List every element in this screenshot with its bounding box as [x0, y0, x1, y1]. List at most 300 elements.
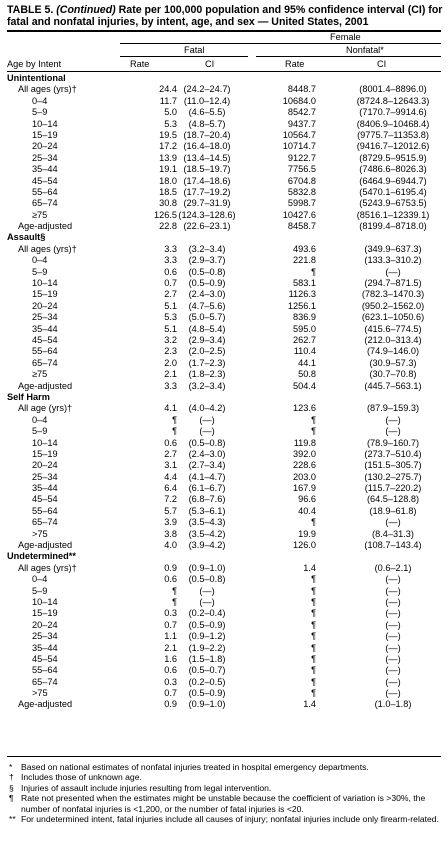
fatal-ci-cell: (1.5–1.8) [188, 653, 226, 664]
nonfatal-ci-cell: (—) [385, 426, 401, 437]
table-row [7, 176, 441, 187]
nonfatal-rate-cell: ¶ [311, 631, 316, 642]
nonfatal-rate-cell: ¶ [311, 414, 316, 425]
age-cell: Age-adjusted [18, 699, 73, 710]
nonfatal-ci-cell: (151.5–305.7) [364, 460, 422, 471]
table-row [7, 187, 441, 198]
nonfatal-ci-cell: (87.9–159.3) [366, 403, 420, 414]
nonfatal-ci-cell: (349.9–637.3) [364, 243, 422, 254]
nonfatal-rate-cell: 8448.7 [287, 84, 316, 95]
fatal-rate-cell: 1.6 [164, 653, 177, 664]
age-cell: 20–24 [32, 300, 58, 311]
age-cell: 20–24 [32, 141, 58, 152]
nonfatal-ci-cell: (74.9–146.0) [366, 346, 420, 357]
age-cell: Age-adjusted [18, 221, 73, 232]
nonfatal-rate-cell: 221.8 [293, 255, 316, 266]
nonfatal-ci-cell: (8516.1–12339.1) [356, 209, 430, 220]
table-row [7, 381, 441, 392]
age-cell: 20–24 [32, 460, 58, 471]
fatal-rate-cell: 17.2 [159, 141, 177, 152]
table-row [7, 210, 441, 221]
fatal-rate-cell: 2.7 [164, 448, 177, 459]
nonfatal-ci-cell: (108.7–143.4) [364, 540, 422, 551]
section-heading [7, 551, 441, 562]
fatal-rate-cell: 5.1 [164, 300, 177, 311]
nonfatal-rate-cell: 1.4 [303, 562, 316, 573]
age-cell: 55–64 [32, 665, 58, 676]
fatal-ci-cell: (0.9–1.2) [188, 631, 226, 642]
table-row [7, 494, 441, 505]
age-cell: >75 [32, 528, 48, 539]
nonfatal-ci-cell: (8729.5–9515.9) [359, 152, 427, 163]
nonfatal-rate-cell: ¶ [311, 665, 316, 676]
nonfatal-rate-cell: 10714.7 [282, 141, 316, 152]
fatal-ci-cell: (0.9–1.0) [188, 562, 226, 573]
age-cell: 65–74 [32, 517, 58, 528]
fatal-ci-cell: (2.9–3.4) [188, 334, 226, 345]
nonfatal-rate-cell: ¶ [311, 266, 316, 277]
age-cell: 10–14 [32, 437, 58, 448]
nonfatal-rate-cell: 96.6 [298, 494, 316, 505]
age-cell: 25–34 [32, 312, 58, 323]
nonfatal-rate-cell: 6704.8 [287, 175, 316, 186]
nonfatal-rate-cell: ¶ [311, 608, 316, 619]
age-cell: Age-adjusted [18, 380, 73, 391]
nonfatal-ci-cell: (—) [385, 414, 401, 425]
nonfatal-ci-cell: (623.1–1050.6) [361, 312, 425, 323]
nonfatal-rate-cell: 119.8 [293, 437, 316, 448]
age-cell: 15–19 [32, 448, 58, 459]
nonfatal-rate-cell: 8542.7 [287, 107, 316, 118]
fatal-ci-cell: (17.7–19.2) [183, 186, 231, 197]
fatal-rate-cell: 0.7 [164, 688, 177, 699]
nonfatal-rate-cell: 9437.7 [287, 118, 316, 129]
nonfatal-rate-cell: 5998.7 [287, 198, 316, 209]
fatal-rate-cell: 0.6 [164, 266, 177, 277]
table-row [7, 654, 441, 665]
header-nonfatal-rate: Rate [285, 59, 305, 69]
nonfatal-rate-cell: 5832.8 [287, 186, 316, 197]
table-row [7, 643, 441, 654]
fatal-rate-cell: 2.1 [164, 642, 177, 653]
footnote-text: For undetermined intent, fatal injuries include all causes of injury; nonfatal injuries include only firearm-related. [21, 814, 439, 825]
footnotes [7, 762, 443, 824]
nonfatal-ci-cell: (130.2–275.7) [364, 471, 422, 482]
fatal-rate-cell: 0.9 [164, 699, 177, 710]
age-cell: 0–4 [32, 414, 48, 425]
footnote [7, 793, 443, 814]
age-cell: 0–4 [32, 255, 48, 266]
age-cell: All ages (yrs)† [18, 84, 77, 95]
nonfatal-rate-cell: 1256.1 [287, 300, 316, 311]
fatal-ci-cell: (16.4–18.0) [183, 141, 231, 152]
nonfatal-ci-cell: (—) [385, 676, 401, 687]
age-cell: 0–4 [32, 574, 48, 585]
nonfatal-ci-cell: (—) [385, 585, 401, 596]
fatal-rate-cell: 3.3 [164, 380, 177, 391]
nonfatal-rate-cell: 493.6 [293, 243, 316, 254]
nonfatal-ci-cell: (212.0–313.4) [364, 334, 422, 345]
footnote-text: Based on national estimates of nonfatal injuries treated in hospital emergency departments. [21, 762, 369, 772]
table-bottom-rule [7, 756, 441, 757]
section-label: Undetermined** [7, 551, 76, 562]
fatal-rate-cell: 22.8 [159, 221, 177, 232]
footnote-text: Injuries of assault include injuries resulting from legal intervention. [21, 782, 272, 793]
fatal-ci-cell: (0.5–0.7) [188, 665, 226, 676]
table-row [7, 483, 441, 494]
fatal-rate-cell: 2.3 [164, 346, 177, 357]
age-cell: 35–44 [32, 642, 58, 653]
nonfatal-ci-cell: (1.0–1.8) [374, 699, 412, 710]
fatal-rate-cell: 3.8 [164, 528, 177, 539]
nonfatal-ci-cell: (7170.7–9914.6) [359, 107, 427, 118]
nonfatal-rate-cell: 126.0 [293, 540, 316, 551]
header-sex: Female [330, 32, 361, 42]
age-cell: 55–64 [32, 346, 58, 357]
nonfatal-ci-cell: (—) [385, 619, 401, 630]
age-cell: All age (yrs)† [18, 403, 73, 414]
fatal-ci-cell: (18.5–19.7) [183, 164, 231, 175]
fatal-rate-cell: 7.2 [164, 494, 177, 505]
fatal-rule [120, 56, 248, 57]
nonfatal-ci-cell: (294.7–871.5) [364, 278, 422, 289]
age-cell: 65–74 [32, 198, 58, 209]
table-continued: (Continued) [56, 4, 116, 16]
nonfatal-ci-cell: (30.9–57.3) [369, 357, 417, 368]
fatal-ci-cell: (—) [199, 426, 215, 437]
fatal-rate-cell: 4.1 [164, 403, 177, 414]
age-cell: 45–54 [32, 175, 58, 186]
table-row [7, 415, 441, 426]
nonfatal-ci-cell: (273.7–510.4) [364, 448, 422, 459]
fatal-ci-cell: (4.0–4.2) [188, 403, 226, 414]
nonfatal-rate-cell: 9122.7 [287, 152, 316, 163]
table-row [7, 312, 441, 323]
nonfatal-rate-cell: ¶ [311, 596, 316, 607]
fatal-rate-cell: 5.1 [164, 323, 177, 334]
fatal-rate-cell: 3.9 [164, 517, 177, 528]
table-row [7, 255, 441, 266]
nonfatal-rate-cell: ¶ [311, 517, 316, 528]
fatal-rate-cell: 0.3 [164, 608, 177, 619]
age-cell: 5–9 [32, 266, 48, 277]
fatal-ci-cell: (2.9–3.7) [188, 255, 226, 266]
header-bottom-rule [7, 71, 441, 72]
nonfatal-rate-cell: ¶ [311, 653, 316, 664]
nonfatal-ci-cell: (8.4–31.3) [372, 528, 414, 539]
table-row [7, 96, 441, 107]
fatal-rate-cell: 3.1 [164, 460, 177, 471]
nonfatal-ci-cell: (—) [385, 665, 401, 676]
fatal-rate-cell: 13.9 [159, 152, 177, 163]
fatal-ci-cell: (6.1–6.7) [188, 483, 226, 494]
table-row [7, 130, 441, 141]
age-cell: 5–9 [32, 107, 48, 118]
age-cell: ≥75 [32, 209, 48, 220]
nonfatal-rate-cell: 262.7 [293, 334, 316, 345]
fatal-ci-cell: (—) [199, 414, 215, 425]
nonfatal-ci-cell: (30.7–70.8) [369, 369, 417, 380]
header-fatal: Fatal [184, 45, 205, 55]
nonfatal-ci-cell: (950.2–1562.0) [361, 300, 425, 311]
table-row [7, 563, 441, 574]
age-cell: All ages (yrs)† [18, 243, 77, 254]
fatal-rate-cell: 3.2 [164, 334, 177, 345]
nonfatal-rate-cell: ¶ [311, 585, 316, 596]
table-row [7, 403, 441, 414]
age-cell: 35–44 [32, 164, 58, 175]
age-cell: 20–24 [32, 619, 58, 630]
header-fatal-rate: Rate [130, 59, 150, 69]
fatal-ci-cell: (0.5–0.9) [188, 278, 226, 289]
nonfatal-rate-cell: 392.0 [293, 448, 316, 459]
fatal-ci-cell: (0.5–0.8) [188, 574, 226, 585]
nonfatal-ci-cell: (8724.8–12643.3) [356, 95, 430, 106]
fatal-ci-cell: (13.4–14.5) [183, 152, 231, 163]
nonfatal-rate-cell: 7756.5 [287, 164, 316, 175]
nonfatal-rate-cell: 836.9 [293, 312, 316, 323]
nonfatal-rate-cell: 123.6 [293, 403, 316, 414]
fatal-ci-cell: (5.0–5.7) [188, 312, 226, 323]
nonfatal-ci-cell: (—) [385, 688, 401, 699]
fatal-ci-cell: (0.5–0.9) [188, 619, 226, 630]
fatal-rate-cell: 19.1 [159, 164, 177, 175]
sex-rule [120, 43, 441, 44]
table-row [7, 267, 441, 278]
fatal-ci-cell: (0.2–0.4) [188, 608, 226, 619]
fatal-ci-cell: (29.7–31.9) [183, 198, 231, 209]
nonfatal-rate-cell: 50.8 [298, 369, 316, 380]
fatal-ci-cell: (3.2–3.4) [188, 243, 226, 254]
nonfatal-rate-cell: ¶ [311, 574, 316, 585]
nonfatal-ci-cell: (—) [385, 574, 401, 585]
fatal-rate-cell: 4.0 [164, 540, 177, 551]
footnote-mark: § [9, 782, 14, 793]
fatal-ci-cell: (0.5–0.8) [188, 266, 226, 277]
fatal-ci-cell: (1.7–2.3) [188, 357, 226, 368]
table-row [7, 517, 441, 528]
age-cell: 35–44 [32, 483, 58, 494]
fatal-rate-cell: 19.5 [159, 129, 177, 140]
fatal-ci-cell: (1.9–2.2) [188, 642, 226, 653]
table-row [7, 244, 441, 255]
fatal-rate-cell: ¶ [172, 596, 177, 607]
nonfatal-ci-cell: (—) [385, 653, 401, 664]
nonfatal-rate-cell: 228.6 [293, 460, 316, 471]
header-nonfatal-ci: CI [377, 59, 387, 69]
nonfatal-ci-cell: (9775.7–11353.8) [357, 129, 429, 140]
footnote [7, 772, 443, 782]
fatal-ci-cell: (11.0–12.4) [183, 95, 231, 106]
age-cell: 15–19 [32, 289, 58, 300]
nonfatal-rate-cell: 10564.7 [282, 129, 316, 140]
nonfatal-ci-cell: (8199.4–8718.0) [359, 221, 427, 232]
table-row [7, 164, 441, 175]
age-cell: 15–19 [32, 608, 58, 619]
fatal-ci-cell: (0.5–0.9) [188, 688, 226, 699]
fatal-rate-cell: 0.6 [164, 574, 177, 585]
fatal-ci-cell: (1.8–2.3) [188, 369, 226, 380]
nonfatal-ci-cell: (—) [385, 517, 401, 528]
age-cell: 45–54 [32, 494, 58, 505]
footnote [7, 814, 443, 824]
nonfatal-ci-cell: (6464.9–6944.7) [359, 175, 427, 186]
table-row [7, 289, 441, 300]
header-age-by-intent: Age by Intent [7, 59, 62, 69]
fatal-rate-cell: 2.0 [164, 357, 177, 368]
nonfatal-rate-cell: 40.4 [298, 505, 316, 516]
age-cell: 25–34 [32, 631, 58, 642]
fatal-ci-cell: (4.1–4.7) [188, 471, 226, 482]
nonfatal-ci-cell: (9416.7–12012.6) [356, 141, 430, 152]
age-cell: 25–34 [32, 471, 58, 482]
footnote-mark: * [9, 762, 13, 772]
fatal-rate-cell: 126.5 [154, 209, 177, 220]
age-cell: 0–4 [32, 95, 48, 106]
table-row [7, 153, 441, 164]
fatal-rate-cell: 0.7 [164, 278, 177, 289]
fatal-rate-cell: ¶ [172, 414, 177, 425]
nonfatal-rate-cell: 583.1 [293, 278, 316, 289]
nonfatal-ci-cell: (5243.9–6753.5) [359, 198, 427, 209]
table-row [7, 506, 441, 517]
fatal-ci-cell: (—) [199, 585, 215, 596]
fatal-ci-cell: (0.9–1.0) [188, 699, 226, 710]
header-fatal-ci: CI [205, 59, 215, 69]
table-row [7, 278, 441, 289]
age-cell: 10–14 [32, 118, 58, 129]
table-row [7, 301, 441, 312]
age-cell: 35–44 [32, 323, 58, 334]
nonfatal-ci-cell: (133.3–310.2) [364, 255, 422, 266]
fatal-ci-cell: (3.5–4.3) [188, 517, 226, 528]
nonfatal-ci-cell: (—) [385, 596, 401, 607]
nonfatal-ci-cell: (415.6–774.5) [364, 323, 422, 334]
nonfatal-ci-cell: (7486.6–8026.3) [359, 164, 427, 175]
table-row [7, 107, 441, 118]
age-cell: 5–9 [32, 426, 48, 437]
age-cell: 15–19 [32, 129, 58, 140]
age-cell: 45–54 [32, 334, 58, 345]
table-row [7, 665, 441, 676]
fatal-ci-cell: (22.6–23.1) [183, 221, 231, 232]
fatal-ci-cell: (—) [199, 596, 215, 607]
section-heading [7, 392, 441, 403]
nonfatal-rate-cell: 1.4 [303, 699, 316, 710]
footnote [7, 762, 443, 772]
fatal-ci-cell: (3.9–4.2) [188, 540, 226, 551]
fatal-ci-cell: (0.2–0.5) [188, 676, 226, 687]
nonfatal-rate-cell: 19.9 [298, 528, 316, 539]
nonfatal-rate-cell: ¶ [311, 619, 316, 630]
table-row [7, 426, 441, 437]
fatal-ci-cell: (2.4–3.0) [188, 448, 226, 459]
table-row [7, 369, 441, 380]
fatal-rate-cell: 5.0 [164, 107, 177, 118]
fatal-ci-cell: (124.3–128.6) [178, 209, 236, 220]
age-cell: 25–34 [32, 152, 58, 163]
table-title-text: Rate per 100,000 population and 95% confidence interval (CI) for fatal and nonfatal injuries, by intent, age, and sex — United States, 2001 [7, 4, 443, 28]
footnote [7, 783, 443, 793]
fatal-ci-cell: (4.8–5.4) [188, 323, 226, 334]
table-row [7, 608, 441, 619]
fatal-ci-cell: (6.8–7.6) [188, 494, 226, 505]
fatal-rate-cell: 3.3 [164, 255, 177, 266]
fatal-rate-cell: 5.3 [164, 312, 177, 323]
table-row [7, 346, 441, 357]
fatal-rate-cell: 5.3 [164, 118, 177, 129]
table-row [7, 586, 441, 597]
nonfatal-rate-cell: ¶ [311, 426, 316, 437]
age-cell: All ages (yrs)† [18, 562, 77, 573]
fatal-rate-cell: 2.1 [164, 369, 177, 380]
age-cell: 45–54 [32, 653, 58, 664]
nonfatal-rate-cell: 110.4 [293, 346, 316, 357]
fatal-ci-cell: (4.6–5.5) [188, 107, 226, 118]
top-rule [7, 30, 441, 32]
fatal-rate-cell: 5.7 [164, 505, 177, 516]
fatal-rate-cell: 18.5 [159, 186, 177, 197]
age-cell: 65–74 [32, 357, 58, 368]
table-row [7, 677, 441, 688]
fatal-rate-cell: 0.3 [164, 676, 177, 687]
fatal-ci-cell: (4.8–5.7) [188, 118, 226, 129]
footnote-mark: ¶ [9, 793, 14, 804]
fatal-rate-cell: 2.7 [164, 289, 177, 300]
age-cell: 65–74 [32, 676, 58, 687]
age-cell: 55–64 [32, 186, 58, 197]
table-row [7, 699, 441, 710]
nonfatal-rate-cell: 504.4 [293, 380, 316, 391]
table-row [7, 335, 441, 346]
nonfatal-rate-cell: 595.0 [293, 323, 316, 334]
fatal-rate-cell: 3.3 [164, 243, 177, 254]
section-heading [7, 73, 441, 84]
age-cell: ≥75 [32, 369, 48, 380]
nonfatal-ci-cell: (445.7–563.1) [364, 380, 422, 391]
fatal-rate-cell: 4.4 [164, 471, 177, 482]
fatal-ci-cell: (3.5–4.2) [188, 528, 226, 539]
table-row [7, 460, 441, 471]
fatal-rate-cell: 24.4 [159, 84, 177, 95]
footnote-mark: ** [9, 814, 16, 825]
nonfatal-rate-cell: 10684.0 [282, 95, 316, 106]
nonfatal-rate-cell: 10427.6 [282, 209, 316, 220]
age-cell: >75 [32, 688, 48, 699]
fatal-ci-cell: (4.7–5.6) [188, 300, 226, 311]
fatal-rate-cell: ¶ [172, 426, 177, 437]
fatal-ci-cell: (24.2–24.7) [183, 84, 231, 95]
nonfatal-rate-cell: 44.1 [298, 357, 316, 368]
fatal-rate-cell: 1.1 [164, 631, 177, 642]
table-row [7, 631, 441, 642]
table-row [7, 221, 441, 232]
table-row [7, 597, 441, 608]
table-row [7, 620, 441, 631]
age-cell: 5–9 [32, 585, 48, 596]
footnote-text: Rate not presented when the estimates might be unstable because the coefficient of variation is >30%, the number of nonfatal injuries is <1,200, or the number of fatal injuries is <20. [21, 793, 426, 814]
fatal-rate-cell: 18.0 [159, 175, 177, 186]
nonfatal-ci-cell: (8406.9–10468.4) [356, 118, 430, 129]
age-cell: 55–64 [32, 505, 58, 516]
fatal-rate-cell: 0.9 [164, 562, 177, 573]
nonfatal-ci-cell: (—) [385, 631, 401, 642]
nonfatal-rate-cell: 8458.7 [287, 221, 316, 232]
nonfatal-rate-cell: 1126.3 [288, 289, 316, 300]
nonfatal-rate-cell: 203.0 [293, 471, 316, 482]
fatal-rate-cell: 0.7 [164, 619, 177, 630]
table-row [7, 358, 441, 369]
